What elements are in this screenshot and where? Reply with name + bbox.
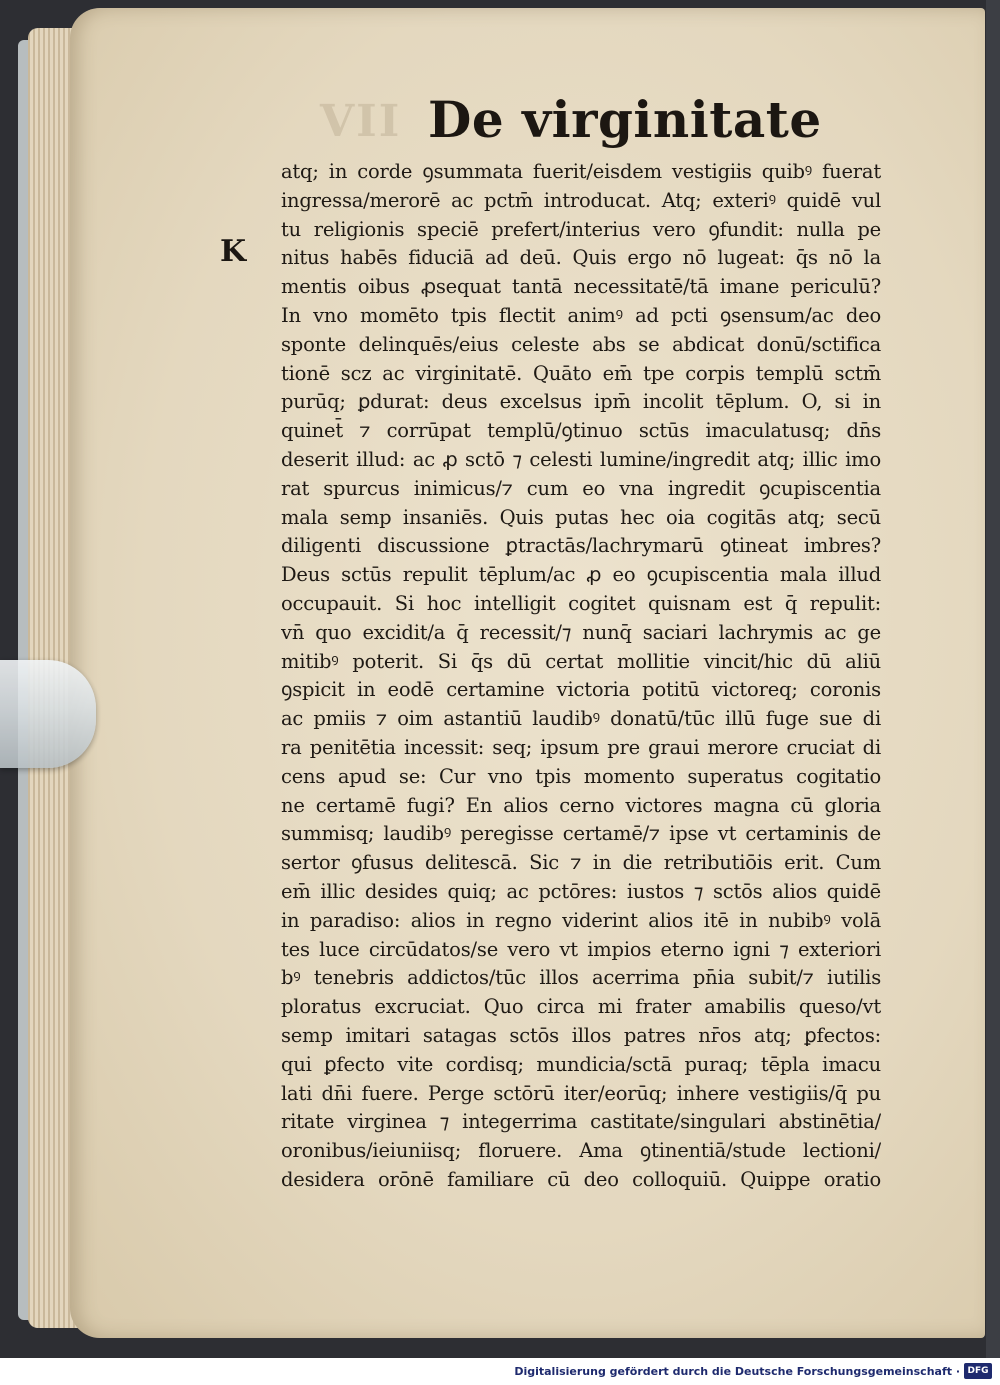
text-line: nitus habēs fiduciā ad deū. Quis ergo nō lugeat: q̄s nō la: [281, 246, 881, 270]
glass-page-holder: [0, 660, 96, 768]
text-line: mitibꝰ poterit. Si q̄s dū certat mollitie vincit/hic dū aliū: [281, 649, 881, 673]
show-through-text: VII: [320, 96, 402, 147]
text-line: Deus sctūs repulit tēplum/ac ꝓ eo ꝯcupiscentia mala illud: [281, 563, 881, 587]
text-block: [281, 158, 881, 1195]
text-line: ploratus excruciat. Quo circa mi frater amabilis queso/vt: [281, 995, 881, 1019]
text-line: sertor ꝯfusus delitescā. Sic ⁊ in die retributiōis erit. Cum: [281, 851, 881, 875]
text-line: sponte delinquēs/eius celeste abs se abdicat donū/sctifica: [281, 332, 881, 356]
text-line: In vno momēto tpis flectit animꝰ ad pcti ꝯsensum/ac deo: [281, 303, 881, 327]
text-line: in paradiso: alios in regno viderint alios itē in nubibꝰ volā: [281, 908, 881, 932]
text-line: tes luce circūdatos/se vero vt impios eterno igni ⁊ exteriori: [281, 937, 881, 961]
text-line: tu religionis speciē prefert/interius vero ꝯfundit: nulla pe: [281, 217, 881, 241]
text-line: desidera orōnē familiare cū deo colloquiū. Quippe oratio: [281, 1167, 881, 1191]
text-line: bꝰ tenebris addictos/tūc illos acerrima pn̄ia subit/⁊ iutilis: [281, 966, 881, 990]
text-line: rat spurcus inimicus/⁊ cum eo vna ingredit ꝯcupiscentia: [281, 476, 881, 500]
text-line: tionē scz ac virginitatē. Quāto em̄ tpe corpis templū sctm̄: [281, 361, 881, 385]
text-line: ac pmiis ⁊ oim astantiū laudibꝰ donatū/tūc illū fuge sue di: [281, 707, 881, 731]
running-head: De virginitate: [428, 90, 822, 149]
text-line: quinet̄ ⁊ corrūpat templū/ꝯtinuo sctūs imaculatusq; dn̄s: [281, 419, 881, 443]
text-line: oronibus/ieiuniisq; floruere. Ama ꝯtinentiā/stude lectioni/: [281, 1139, 881, 1163]
text-line: occupauit. Si hoc intelligit cogitet quisnam est q̄ repulit:: [281, 591, 881, 615]
scan-border: [986, 0, 1000, 1358]
text-line: em̄ illic desides quiq; ac pctōres: iustos ⁊ sctōs alios quidē: [281, 879, 881, 903]
text-line: mala semp insaniēs. Quis putas hec oia cogitās atq; secū: [281, 505, 881, 529]
text-line: summisq; laudibꝰ peregisse certamē/⁊ ipse vt certaminis de: [281, 822, 881, 846]
text-line: qui ꝑfecto vite cordisq; mundicia/sctā puraq; tēpla imacu: [281, 1052, 881, 1076]
text-line: ne certamē fugi? En alios cerno victores magna cū gloria: [281, 793, 881, 817]
marginal-mark: K: [220, 234, 247, 269]
text-line: deserit illud: ac ꝓ sctō ⁊ celesti lumine/ingredit atq; illic imo: [281, 447, 881, 471]
text-line: atq; in corde ꝯsummata fuerit/eisdem vestigiis quibꝰ fuerat: [281, 160, 881, 183]
text-line: cens apud se: Cur vno tpis momento superatus cogitatio: [281, 764, 881, 788]
text-line: lati dn̄i fuere. Perge sctōrū iter/eorūq; inhere vestigiis/q̄ pu: [281, 1081, 881, 1105]
text-line: ra penitētia incessit: seq; ipsum pre graui merore cruciat di: [281, 735, 881, 759]
text-line: vn̄ quo excidit/a q̄ recessit/⁊ nunq̄ saciari lachrymis ac ge: [281, 620, 881, 644]
text-line: ritate virginea ⁊ integerrima castitate/singulari abstinētia/: [281, 1110, 881, 1134]
dfg-logo: DFG: [964, 1363, 992, 1379]
text-line: semp imitari satagas sctōs illos patres nr̄os atq; ꝑfectos:: [281, 1023, 881, 1047]
footer-bar: [0, 1358, 1000, 1385]
text-line: ingressa/merorē ac pctm̄ introducat. Atq; exteriꝰ quidē vul: [281, 188, 881, 212]
text-line: mentis oibus ꝓsequat tantā necessitatē/tā imane periculū?: [281, 275, 881, 299]
text-line: diligenti discussione ꝑtractās/lachrymarū ꝯtineat imbres?: [281, 534, 881, 558]
text-line: purūq; ꝑdurat: deus excelsus ipm̄ incolit tēplum. O, si in: [281, 390, 881, 414]
funding-credit: Digitalisierung gefördert durch die Deutsche Forschungsgemeinschaft ·: [514, 1365, 960, 1378]
text-line: ꝯspicit in eodē certamine victoria potitū victoreq; coronis: [281, 678, 881, 702]
